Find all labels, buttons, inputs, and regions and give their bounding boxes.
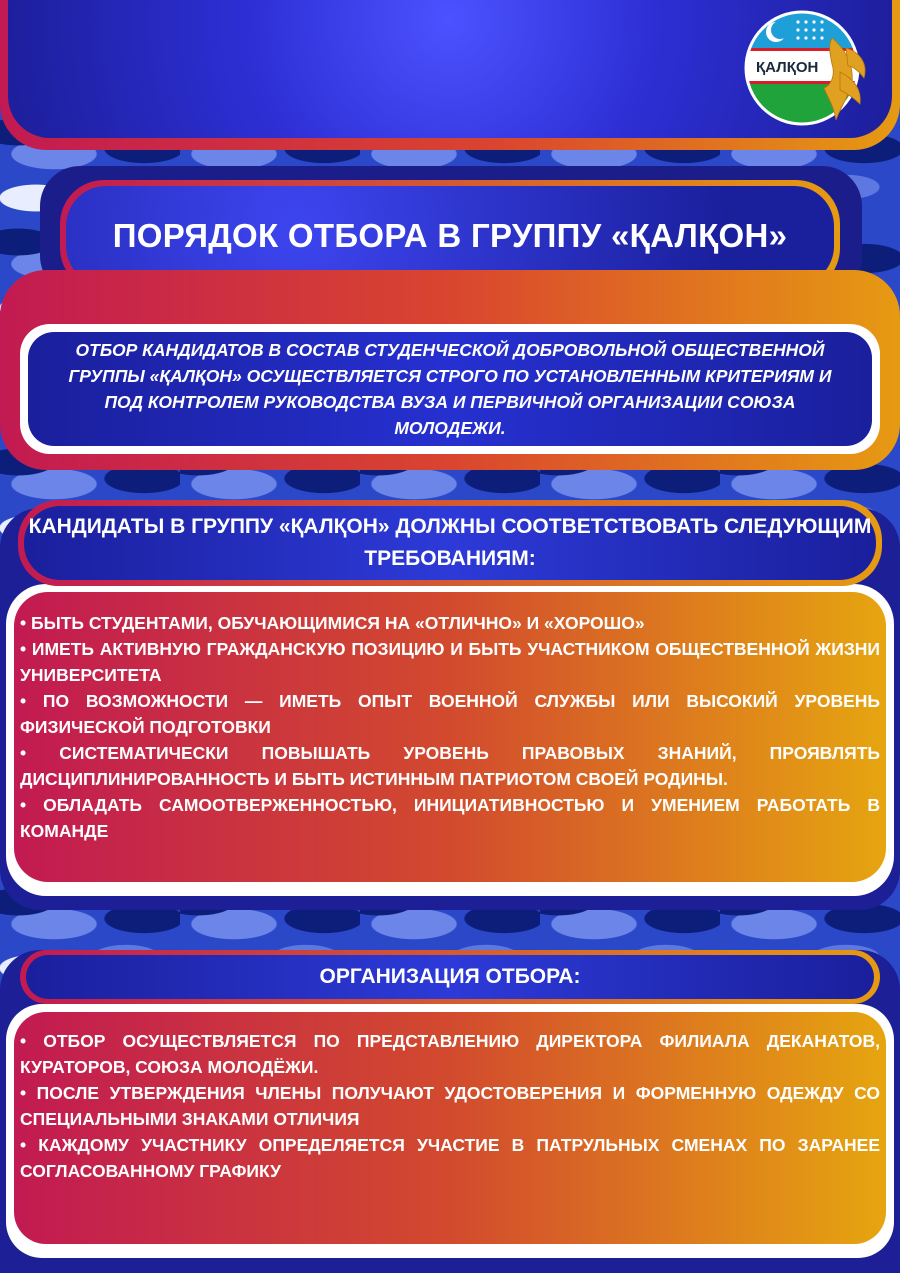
list-item: • БЫТЬ СТУДЕНТАМИ, ОБУЧАЮЩИМИСЯ НА «ОТЛИЧНО» И «ХОРОШО»: [20, 613, 645, 633]
logo-text: ҚАЛҚОН: [756, 59, 819, 76]
kalqon-logo: [744, 8, 870, 126]
intro-panel: [28, 332, 872, 446]
list-item: • ОТБОР ОСУЩЕСТВЛЯЕТСЯ ПО ПРЕДСТАВЛЕНИЮ ДИРЕКТОРА ФИЛИАЛА ДЕКАНАТОВ, КУРАТОРОВ, СОЮЗА МОЛОДЁЖИ.: [20, 1031, 880, 1077]
list-item: • СИСТЕМАТИЧЕСКИ ПОВЫШАТЬ УРОВЕНЬ ПРАВОВЫХ ЗНАНИЙ, ПРОЯВЛЯТЬ ДИСЦИПЛИНИРОВАННОСТЬ И БЫТЬ ИСТИННЫМ ПАТРИОТОМ СВОЕЙ РОДИНЫ.: [20, 743, 880, 789]
organization-list: [14, 1012, 886, 1244]
list-item: • ИМЕТЬ АКТИВНУЮ ГРАЖДАНСКУЮ ПОЗИЦИЮ И БЫТЬ УЧАСТНИКОМ ОБЩЕСТВЕННОЙ ЖИЗНИ УНИВЕРСИТЕТА: [20, 639, 880, 685]
organization-header: [26, 955, 874, 999]
organization-heading: ОРГАНИЗАЦИЯ ОТБОРА:: [319, 965, 581, 988]
page-title: ПОРЯДОК ОТБОРА В ГРУППУ «ҚАЛҚОН»: [112, 217, 788, 254]
logo-emblem-icon: [744, 8, 870, 126]
intro-text: ОТБОР КАНДИДАТОВ В СОСТАВ СТУДЕНЧЕСКОЙ ДОБРОВОЛЬНОЙ ОБЩЕСТВЕННОЙ ГРУППЫ «ҚАЛҚОН» ОСУЩЕСТВЛЯЕТСЯ СТРОГО ПО УСТАНОВЛЕННЫМ КРИТЕРИЯМ И ПОД КОНТРОЛЕМ РУКОВОДСТВА ВУЗА И ПЕРВИЧНОЙ ОРГАНИЗАЦИИ СОЮЗА МОЛОДЕЖИ.: [68, 340, 832, 438]
list-item: • ОБЛАДАТЬ САМООТВЕРЖЕННОСТЬЮ, ИНИЦИАТИВНОСТЬЮ И УМЕНИЕМ РАБОТАТЬ В КОМАНДЕ: [20, 795, 880, 841]
list-item: • ПО ВОЗМОЖНОСТИ — ИМЕТЬ ОПЫТ ВОЕННОЙ СЛУЖБЫ ИЛИ ВЫСОКИЙ УРОВЕНЬ ФИЗИЧЕСКОЙ ПОДГОТОВКИ: [20, 691, 880, 737]
requirements-header: [24, 506, 876, 580]
list-item: • КАЖДОМУ УЧАСТНИКУ ОПРЕДЕЛЯЕТСЯ УЧАСТИЕ В ПАТРУЛЬНЫХ СМЕНАХ ПО ЗАРАНЕЕ СОГЛАСОВАННОМУ ГРАФИКУ: [20, 1135, 880, 1181]
requirements-list: [14, 592, 886, 882]
list-item: • ПОСЛЕ УТВЕРЖДЕНИЯ ЧЛЕНЫ ПОЛУЧАЮТ УДОСТОВЕРЕНИЯ И ФОРМЕННУЮ ОДЕЖДУ СО СПЕЦИАЛЬНЫМИ ЗНАКАМИ ОТЛИЧИЯ: [20, 1083, 880, 1129]
requirements-heading: КАНДИДАТЫ В ГРУППУ «ҚАЛҚОН» ДОЛЖНЫ СООТВЕТСТВОВАТЬ СЛЕДУЮЩИМ ТРЕБОВАНИЯМ:: [28, 515, 872, 570]
